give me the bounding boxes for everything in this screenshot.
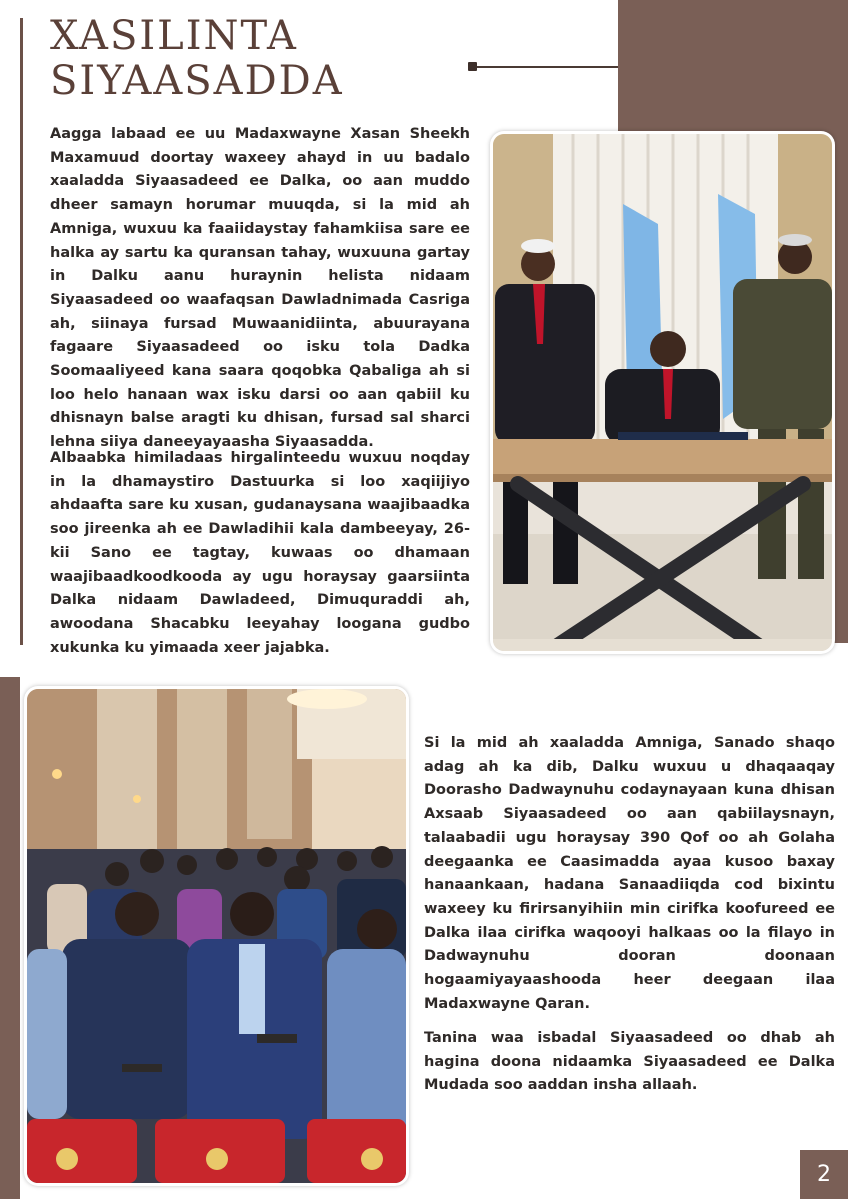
photo-audience-hall bbox=[24, 686, 409, 1186]
left-vertical-rule bbox=[20, 18, 23, 645]
body-paragraph-1: Aagga labaad ee uu Madaxwayne Xasan Sheekh Maxamuud doortay waxeey ahayd in uu badalo xaaladda Siyaasadeed ee Dalka, oo aan muddo dheer samayn horumar muuqda, si la mid ah Amniga, wuxuu ka faaiidaystay fahamkiisa sare ee halka ay sartu ka quransan tahay, wuxuuna gartay in Dalku aanu huraynin helista nidaam Siyaasadeed oo waafaqsan Dawladnimada Casriga ah, siinaya fursad Muwaanidiinta, abuurayana fagaare Siyaasadeed oo isku tola Dadka Soomaaliyeed kana saara qoqobka Qabaliga ah si loo helo hanaan wax isku darsi oo aan qabiil ku dhisnayn balse aragti ku dhisan, fursad sal sharci lehna siiya daneeyayaasha Siyaasadda. bbox=[50, 126, 470, 451]
signing-scene-illustration bbox=[493, 134, 832, 651]
photo-president-signing bbox=[490, 131, 835, 654]
title-line-1: XASILINTA bbox=[50, 13, 298, 59]
page-number: 2 bbox=[800, 1150, 848, 1199]
title-connector-dot bbox=[468, 62, 477, 71]
page-title bbox=[50, 14, 344, 104]
body-paragraph-2: Albaabka himiladaas hirgalinteedu wuxuu noqday in la dhamaystiro Dastuurka si loo xaqiijiyo ahdaafta sare ku xusan, gudanaysana waajibaadka soo jireenka ah ee Dawladihii kala dambeeyay, 26-kii Sano ee tagtay, kuwaas oo dhamaan waajibaadkoodkooda ay ugu horaysay gaarsiinta Dalka nidaam Dawladeed, Dimuquraddi ah, awoodana Shacabku leeyahay loogana gudbo xukunka ku yimaada xeer jajabka. bbox=[50, 450, 470, 656]
title-line-2: SIYAASADDA bbox=[50, 58, 344, 104]
audience-scene-illustration bbox=[27, 689, 406, 1183]
title-connector-line bbox=[472, 66, 618, 68]
decorative-brown-block-left bbox=[0, 677, 20, 1199]
body-paragraph-3: Si la mid ah xaaladda Amniga, Sanado shaqo adag ah ka dib, Dalku wuxuu u dhaqaaqay Doorasho Dadwaynuhu codaynayaan kuna dhisan Axsaab Siyaasadeed oo aan qabiilaysnayn, talaabadii ugu horaysay 390 Qof oo ah Golaha deegaanka ee Caasimadda ayaa kusoo baxay hanaankaan, hadana Sanaadiiqda cod bixintu waxeey ku firirsanyihiin min cirifka koofureed ee Dalka ilaa cirifka waqooyi halkaas oo la filayo in Dadwaynuhu dooran doonaan hogaamiyayaashooda heer deegaan ilaa Madaxwayne Qaran. bbox=[424, 735, 835, 1012]
body-paragraph-4: Tanina waa isbadal Siyaasadeed oo dhab ah hagina doona nidaamka Siyaasadeed ee Dalka Mudada soo aaddan insha allaah. bbox=[424, 1030, 835, 1094]
